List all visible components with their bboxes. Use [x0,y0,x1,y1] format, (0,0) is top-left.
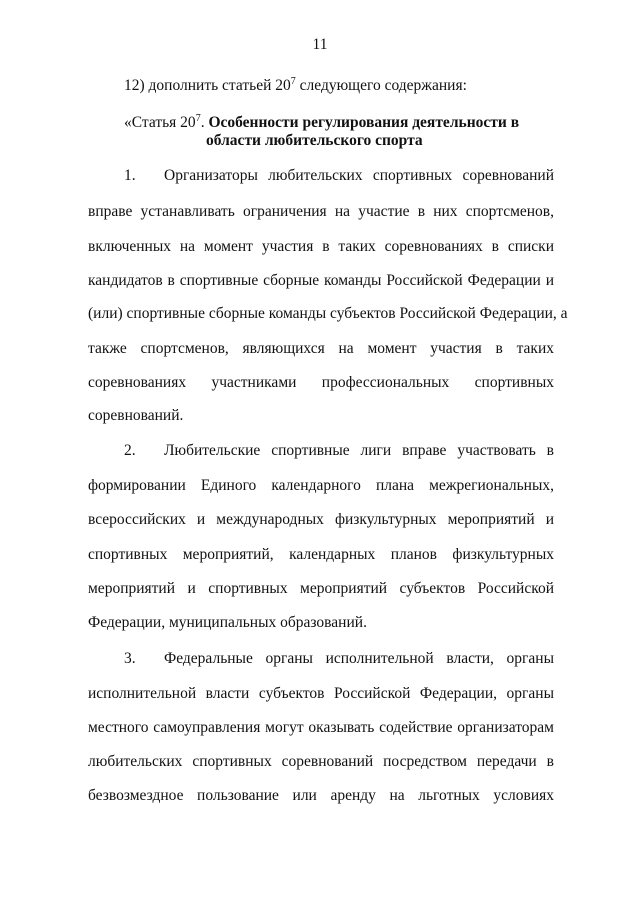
paragraph-1-line-7: соревнованиях участниками профессиональных спортивных [88,374,554,391]
paragraph-1-line-4: кандидатов в спортивные сборные команды Российской Федерации и [88,272,554,289]
paragraph-2-text: Любительские спортивные лиги вправе участвовать в [164,442,554,459]
paragraph-1-line-5: (или) спортивные сборные команды субъектов Российской Федерации, а [88,305,568,322]
paragraph-1-line-3: включенных на момент участия в таких соревнованиях в списки [88,238,554,255]
intro-suffix: следующего содержания: [295,77,467,94]
paragraph-3-line-5: безвозмездное пользование или аренду на льготных условиях [88,787,554,804]
paragraph-2-line-6: Федерации, муниципальных образований. [88,614,367,631]
paragraph-3-text: Федеральные органы исполнительной власти, органы [164,650,554,667]
paragraph-2-line-2: формировании Единого календарного плана межрегиональных, [88,477,554,494]
paragraph-1-line-2: вправе устанавливать ограничения на участие в них спортсменов, [88,203,554,220]
article-title-line2: области любительского спорта [206,132,423,149]
article-heading [124,113,544,133]
paragraph-3-number: 3. [124,650,136,667]
paragraph-1-line-8: соревнований. [88,407,184,424]
paragraph-1-line-6: также спортсменов, являющихся на момент участия в таких [88,340,554,357]
article-heading-superscript: 7 [195,113,201,124]
paragraph-2-line-5: мероприятий и спортивных мероприятий субъектов Российской [88,580,554,597]
paragraph-3-line-4: любительских спортивных соревнований посредством передачи в [88,753,554,770]
paragraph-2-line-4: спортивных мероприятий, календарных планов физкультурных [88,546,554,563]
paragraph-2-line-3: всероссийских и международных физкультурных мероприятий и [88,511,554,528]
page-number: 11 [312,36,328,53]
article-heading-dot: . [200,114,209,131]
paragraph-1-text: Организаторы любительских спортивных соревнований [164,167,554,184]
paragraph-1-number: 1. [124,167,136,184]
intro-superscript: 7 [290,76,296,87]
intro-prefix: 12) дополнить статьей 20 [124,77,291,94]
paragraph-3-line-1 [124,649,554,669]
paragraph-3-line-2: исполнительной власти субъектов Российской Федерации, органы [88,685,554,702]
paragraph-3-line-3: местного самоуправления могут оказывать содействие организаторам [88,719,554,736]
paragraph-2-number: 2. [124,442,136,459]
article-title-line1: Особенности регулирования деятельности в [208,114,520,131]
paragraph-2-line-1 [124,441,554,461]
article-heading-prefix: «Статья 20 [124,114,196,131]
paragraph-1-line-1 [124,166,554,186]
intro-line [124,76,544,96]
